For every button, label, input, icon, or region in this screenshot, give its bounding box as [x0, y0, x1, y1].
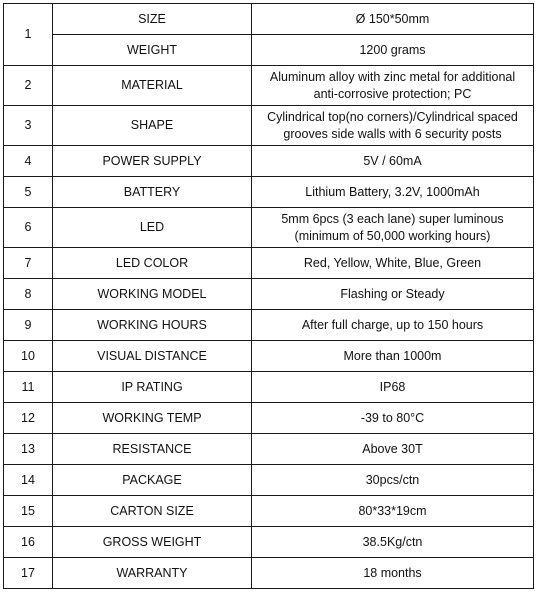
spec-value: More than 1000m — [252, 341, 534, 372]
spec-label: MATERIAL — [53, 66, 252, 106]
spec-value: Cylindrical top(no corners)/Cylindrical spaced grooves side walls with 6 security posts — [252, 106, 534, 146]
spec-label: WORKING MODEL — [53, 279, 252, 310]
table-row — [4, 66, 534, 106]
spec-value: 30pcs/ctn — [252, 465, 534, 496]
row-number: 5 — [4, 177, 53, 208]
spec-value: Ø 150*50mm — [252, 4, 534, 35]
spec-label: VISUAL DISTANCE — [53, 341, 252, 372]
table-row — [4, 465, 534, 496]
row-number: 13 — [4, 434, 53, 465]
spec-label: GROSS WEIGHT — [53, 527, 252, 558]
spec-label: POWER SUPPLY — [53, 146, 252, 177]
row-number: 2 — [4, 66, 53, 106]
spec-value: IP68 — [252, 372, 534, 403]
row-number: 11 — [4, 372, 53, 403]
table-row — [4, 310, 534, 341]
spec-label: WORKING TEMP — [53, 403, 252, 434]
row-number: 1 — [4, 4, 53, 66]
spec-value: Lithium Battery, 3.2V, 1000mAh — [252, 177, 534, 208]
spec-value: Red, Yellow, White, Blue, Green — [252, 248, 534, 279]
table-row — [4, 372, 534, 403]
spec-table — [3, 3, 534, 589]
table-row — [4, 177, 534, 208]
table-row — [4, 527, 534, 558]
table-row — [4, 208, 534, 248]
spec-label: LED — [53, 208, 252, 248]
row-number: 3 — [4, 106, 53, 146]
spec-value: After full charge, up to 150 hours — [252, 310, 534, 341]
row-number: 15 — [4, 496, 53, 527]
spec-label: WEIGHT — [53, 35, 252, 66]
spec-label: SIZE — [53, 4, 252, 35]
spec-value: Flashing or Steady — [252, 279, 534, 310]
spec-label: SHAPE — [53, 106, 252, 146]
table-row — [4, 279, 534, 310]
spec-label: BATTERY — [53, 177, 252, 208]
row-number: 16 — [4, 527, 53, 558]
spec-label: LED COLOR — [53, 248, 252, 279]
row-number: 17 — [4, 558, 53, 589]
row-number: 4 — [4, 146, 53, 177]
table-row — [4, 496, 534, 527]
table-row — [4, 248, 534, 279]
spec-value: 5V / 60mA — [252, 146, 534, 177]
spec-value: 18 months — [252, 558, 534, 589]
row-number: 7 — [4, 248, 53, 279]
row-number: 6 — [4, 208, 53, 248]
spec-value: 80*33*19cm — [252, 496, 534, 527]
table-row — [4, 106, 534, 146]
spec-value: -39 to 80°C — [252, 403, 534, 434]
table-row — [4, 35, 534, 66]
spec-value: 5mm 6pcs (3 each lane) super luminous (minimum of 50,000 working hours) — [252, 208, 534, 248]
spec-label: CARTON SIZE — [53, 496, 252, 527]
row-number: 14 — [4, 465, 53, 496]
table-row — [4, 434, 534, 465]
row-number: 8 — [4, 279, 53, 310]
table-row — [4, 4, 534, 35]
table-row — [4, 341, 534, 372]
table-row — [4, 146, 534, 177]
spec-value: 38.5Kg/ctn — [252, 527, 534, 558]
spec-value: Above 30T — [252, 434, 534, 465]
table-row — [4, 403, 534, 434]
spec-label: IP RATING — [53, 372, 252, 403]
table-row — [4, 558, 534, 589]
row-number: 12 — [4, 403, 53, 434]
spec-value: 1200 grams — [252, 35, 534, 66]
spec-label: WARRANTY — [53, 558, 252, 589]
row-number: 10 — [4, 341, 53, 372]
row-number: 9 — [4, 310, 53, 341]
spec-value: Aluminum alloy with zinc metal for additional anti-corrosive protection; PC — [252, 66, 534, 106]
spec-label: PACKAGE — [53, 465, 252, 496]
spec-label: WORKING HOURS — [53, 310, 252, 341]
spec-label: RESISTANCE — [53, 434, 252, 465]
